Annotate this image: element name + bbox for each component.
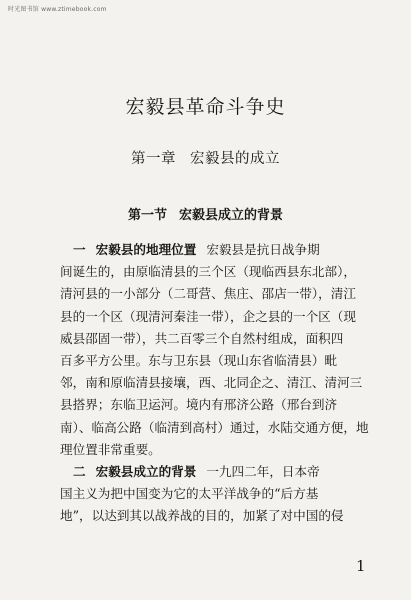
paragraph-1-heading-label: 宏毅县的地理位置: [95, 242, 197, 257]
text-line: 国主义为把中国变为它的太平洋战争的“后方基: [60, 486, 319, 502]
text-line: 县的一个区（现清河秦洼一带），企之县的一个区（现: [60, 308, 356, 324]
text-line: 理位置非常重要。: [60, 441, 161, 457]
paragraph-1-heading-number: 一: [73, 242, 86, 257]
text-line: 南）、临高公路（临清到高村）通过，水陆交通方便，地: [60, 419, 369, 435]
text-line: 宏毅县是抗日战争期: [206, 242, 320, 257]
section-title: 宏毅县成立的背景: [179, 208, 284, 223]
paragraph-1-first-line: [60, 239, 378, 261]
text-line: 威县邵固一带），共二百零三个自然村组成，面积四: [60, 330, 344, 346]
book-title: 宏毅县革命斗争史: [125, 96, 286, 118]
text-line: 县搭界；东临卫运河。境内有邢济公路（邢台到济: [60, 397, 338, 413]
section-heading: [0, 204, 411, 223]
section-number: 第一节: [127, 208, 167, 223]
chapter-heading: [0, 147, 411, 168]
text-line: 百多平方公里。东与卫东县（现山东省临清县）毗: [60, 352, 338, 368]
paragraph-2-heading-number: 二: [73, 463, 86, 479]
text-line: 清河县的一小部分（二哥营、焦庄、邵店一带），清江: [60, 286, 356, 302]
body-text: [60, 239, 378, 527]
text-line: 一九四二年，日本帝: [206, 463, 320, 479]
text-line: 地”，以达到其以战养战的目的，加紧了对中国的侵: [60, 508, 344, 524]
watermark: 时光图书馆 www.ztimebook.com: [8, 6, 107, 13]
chapter-title: 宏毅县的成立: [190, 151, 280, 167]
paragraph-2-first-line: [60, 461, 378, 483]
page-number: 1: [356, 557, 366, 575]
paragraph-2-heading-label: 宏毅县成立的背景: [95, 463, 197, 479]
text-line: 间诞生的，由原临清县的三个区（现临西县东北部），: [60, 264, 356, 280]
text-line: 邻，南和原临清县接壤，西、北同企之、清江、清河三: [60, 375, 363, 391]
chapter-number: 第一章: [131, 151, 176, 167]
